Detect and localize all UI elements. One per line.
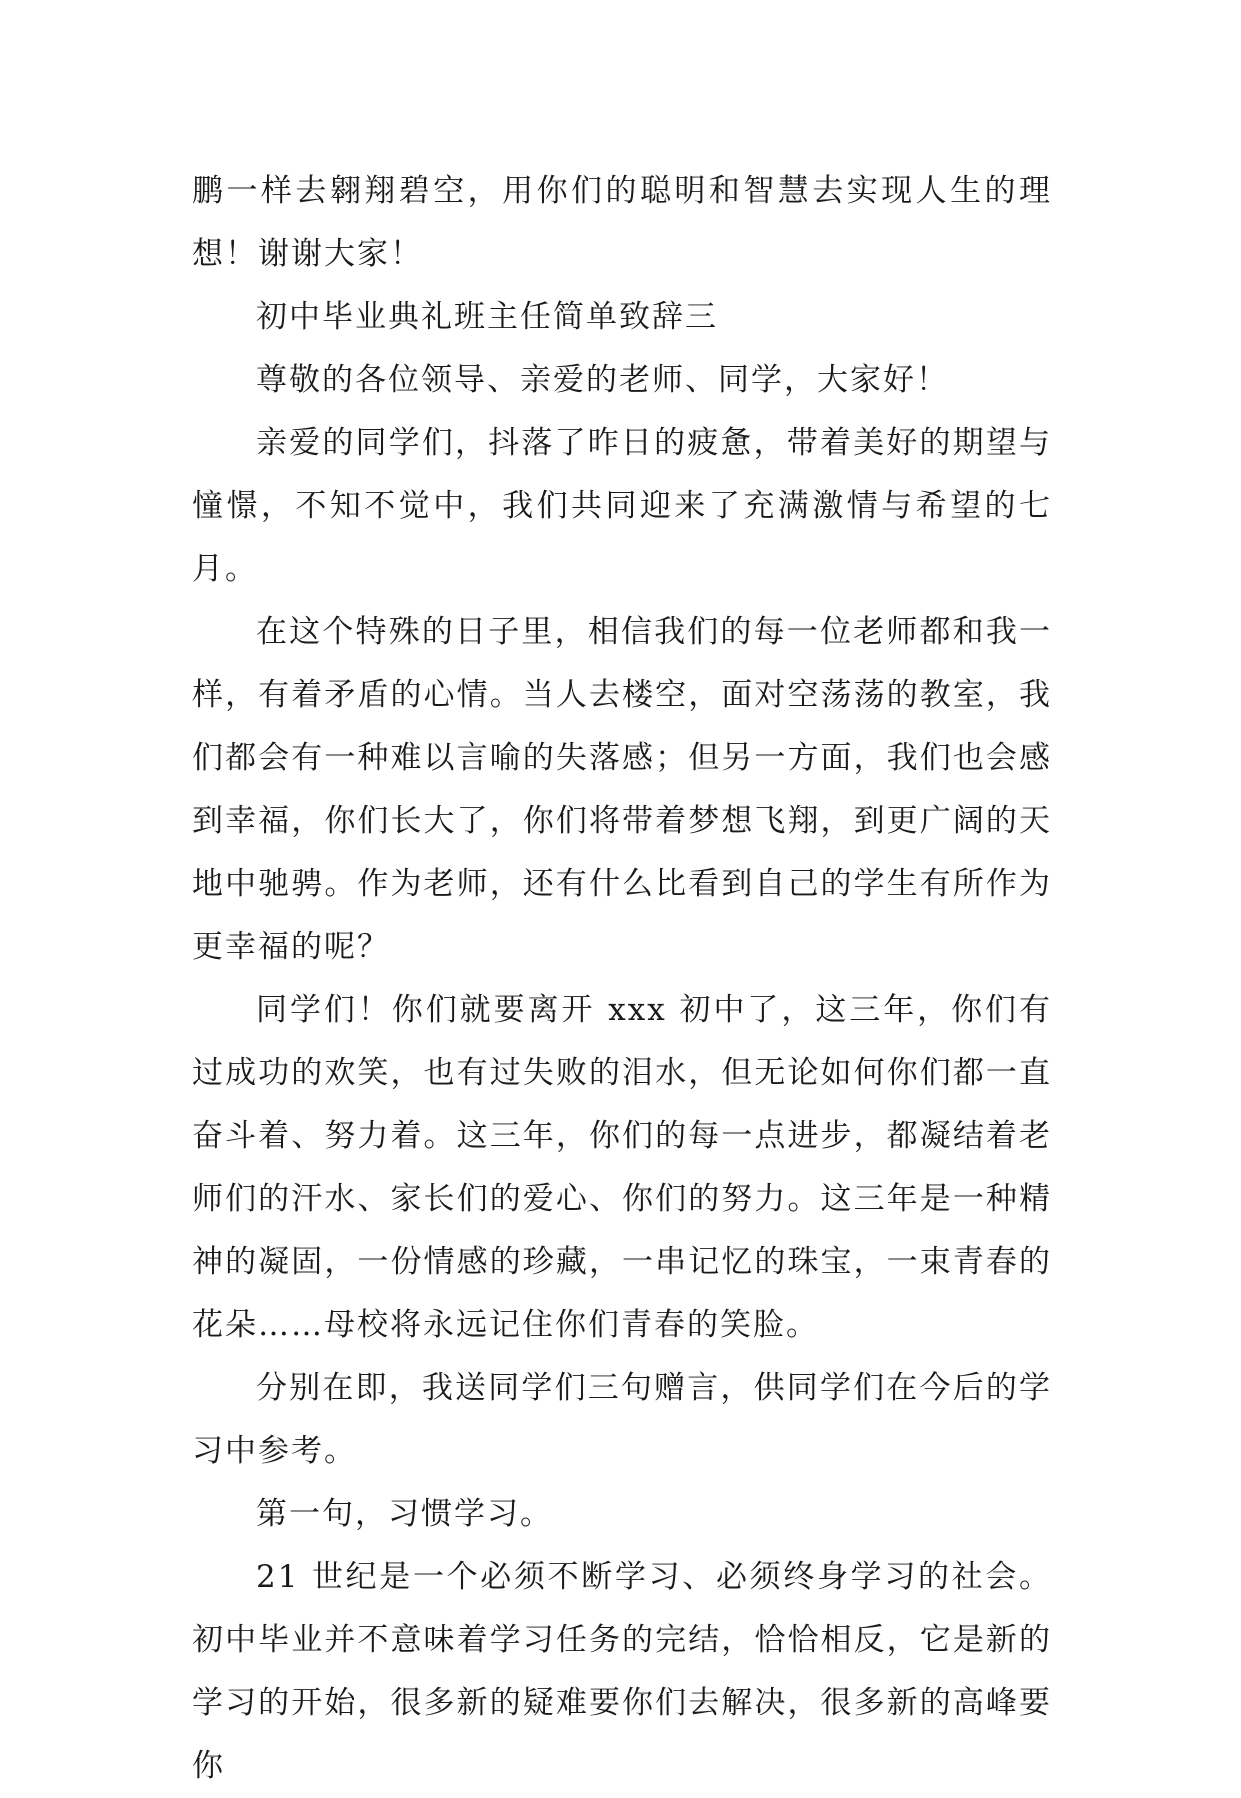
body-paragraph: 21 世纪是一个必须不断学习、必须终身学习的社会。初中毕业并不意味着学习任务的完结，恰恰相反，它是新的学习的开始，很多新的疑难要你们去解决，很多新的高峰要你 [192,1559,1052,1784]
body-paragraph: 第一句，习惯学习。 [256,1496,553,1532]
body-paragraph: 分别在即，我送同学们三句赠言，供同学们在今后的学习中参考。 [192,1370,1052,1469]
body-paragraph: 在这个特殊的日子里，相信我们的每一位老师都和我一样，有着矛盾的心情。当人去楼空，面对空荡荡的教室，我们都会有一种难以言喻的失落感；但另一方面，我们也会感到幸福，你们长大了，你们将带着梦想飞翔，到更广阔的天地中驰骋。作为老师，还有什么比看到自己的学生有所作为更幸福的呢？ [192,614,1052,965]
paragraph-continuation: 鹏一样去翱翔碧空，用你们的聪明和智慧去实现人生的理想！谢谢大家！ [192,173,1052,272]
document-body [192,160,1052,1798]
body-paragraph: 亲爱的同学们，抖落了昨日的疲惫，带着美好的期望与憧憬，不知不觉中，我们共同迎来了充满激情与希望的七月。 [192,425,1052,587]
section-heading: 初中毕业典礼班主任简单致辞三 [256,299,718,335]
salutation-paragraph: 尊敬的各位领导、亲爱的老师、同学，大家好！ [256,362,949,398]
body-paragraph: 同学们！你们就要离开 xxx 初中了，这三年，你们有过成功的欢笑，也有过失败的泪水，但无论如何你们都一直奋斗着、努力着。这三年，你们的每一点进步，都凝结着老师们的汗水、家长们的爱心、你们的努力。这三年是一种精神的凝固，一份情感的珍藏，一串记忆的珠宝，一束青春的花朵……母校将永远记住你们青春的笑脸。 [192,992,1052,1343]
